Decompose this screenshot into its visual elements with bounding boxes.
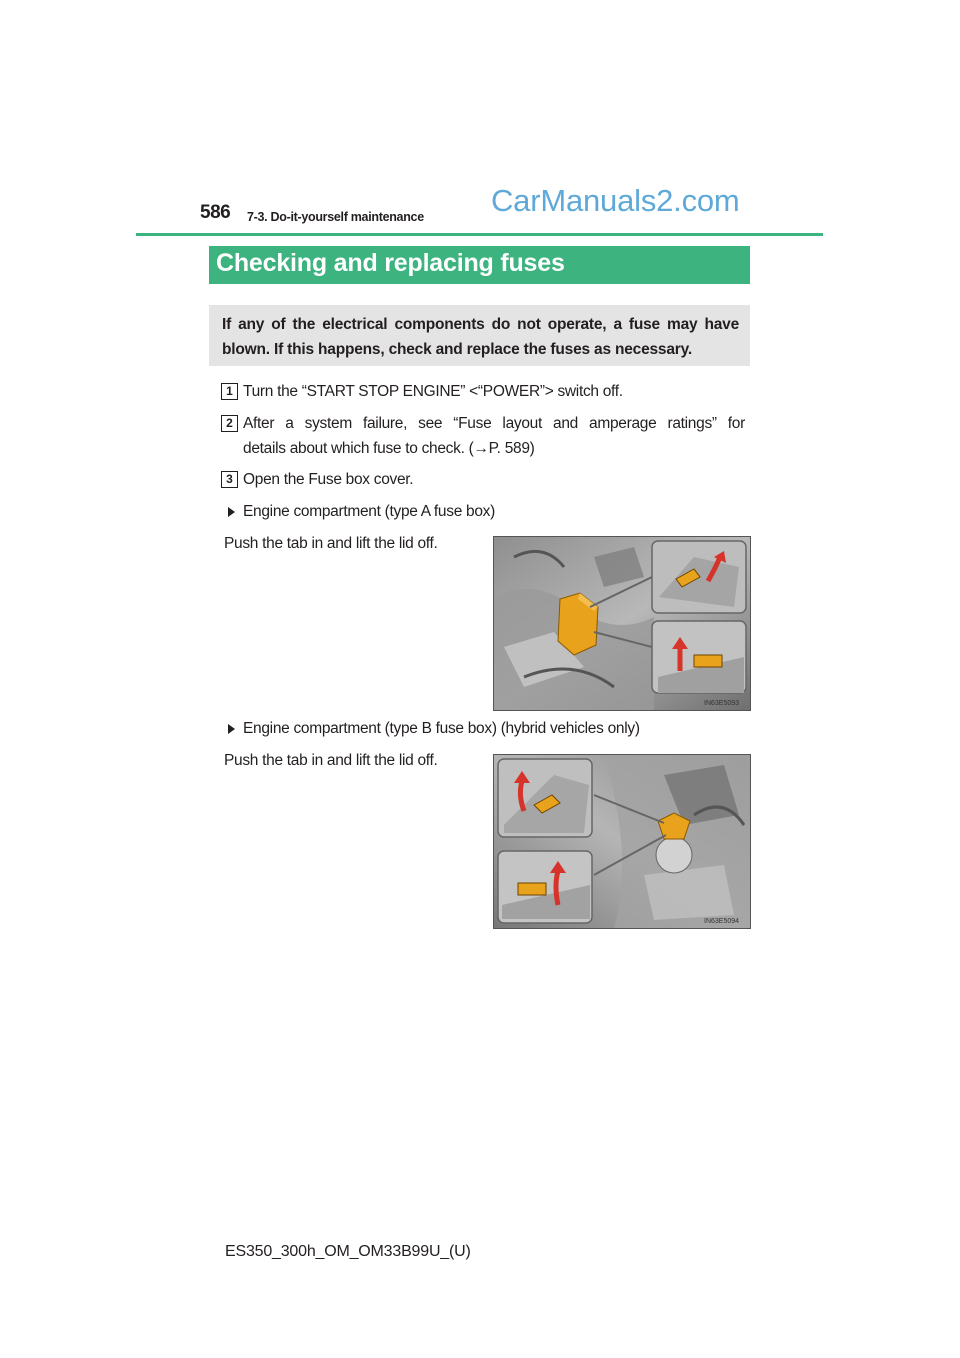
step-number-1: 1	[221, 383, 238, 400]
page-title: Checking and replacing fuses	[216, 249, 565, 277]
step-1-text: Turn the “START STOP ENGINE” <“POWER”> switch off.	[243, 383, 623, 400]
arrow-shape	[556, 871, 558, 905]
step-2-text-line-2: details about which fuse to check. (→P. 589)	[243, 440, 535, 457]
subsection-a-heading: Engine compartment (type A fuse box)	[243, 503, 495, 520]
step-3-text: Open the Fuse box cover.	[243, 471, 414, 488]
fuse-box-shape	[558, 593, 598, 655]
page-number: 586	[200, 202, 231, 223]
step-number-2: 2	[221, 415, 238, 432]
image-code: IN63E5093	[704, 700, 740, 707]
subsection-b-instruction: Push the tab in and lift the lid off.	[224, 752, 438, 769]
intro-text: If any of the electrical components do not operate, a fuse may have blown. If this happens, check and replace the fuses as necessary.	[222, 316, 739, 358]
intro-box	[209, 305, 750, 366]
image-code: IN63E5094	[704, 918, 740, 925]
subsection-a-instruction: Push the tab in and lift the lid off.	[224, 535, 438, 552]
fuse-tab-shape	[694, 655, 722, 667]
bullet-triangle-icon	[228, 724, 235, 734]
footer-document-code: ES350_300h_OM_OM33B99U_(U)	[225, 1243, 471, 1260]
subsection-b-heading: Engine compartment (type B fuse box) (hybrid vehicles only)	[243, 720, 640, 737]
step-2-text-line-1: After a system failure, see “Fuse layout and amperage ratings” for	[243, 415, 745, 432]
fuse-box-b-illustration	[493, 754, 751, 929]
watermark: CarManuals2.com	[491, 183, 740, 218]
header-rule	[136, 233, 823, 236]
section-label: 7-3. Do-it-yourself maintenance	[247, 210, 424, 224]
step-number-3: 3	[221, 471, 238, 488]
fuse-box-a-illustration	[493, 536, 751, 711]
bullet-triangle-icon	[228, 507, 235, 517]
title-bar	[209, 246, 750, 284]
fuse-tab-shape	[518, 883, 546, 895]
